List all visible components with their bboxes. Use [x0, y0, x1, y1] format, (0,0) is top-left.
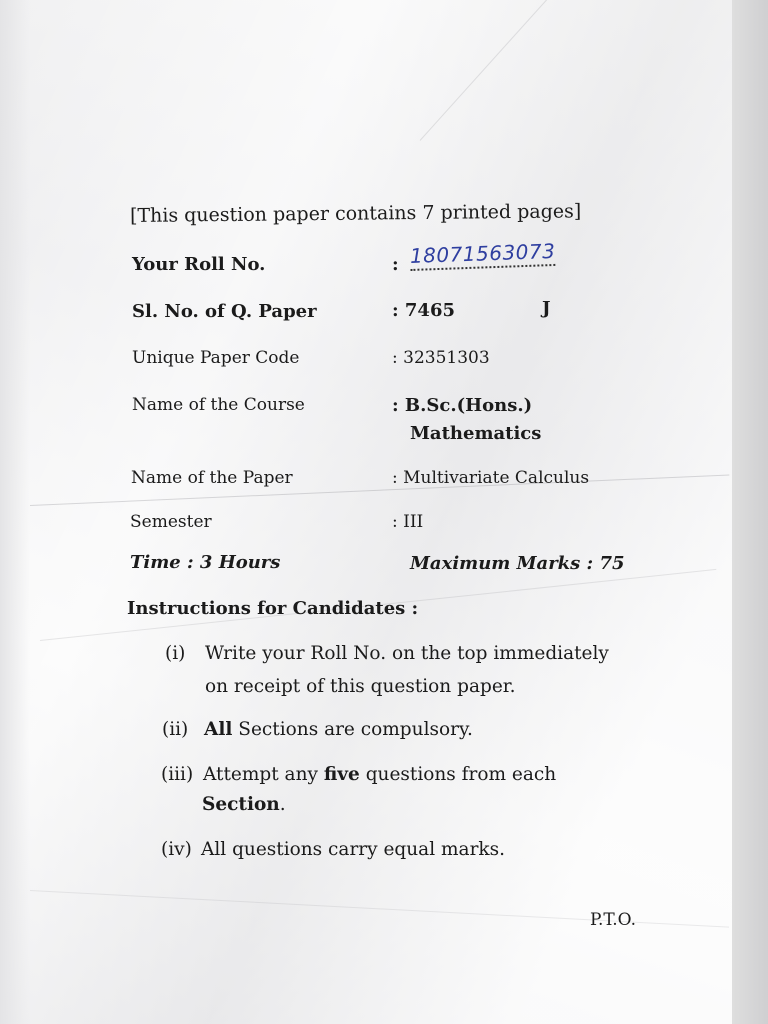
roll-no-colon: :: [392, 254, 399, 275]
paper-name-value: : Multivariate Calculus: [392, 468, 590, 488]
paper-name-label: Name of the Paper: [131, 468, 293, 488]
printed-pages-note: [This question paper contains 7 printed pages]: [129, 200, 582, 227]
instruction-number: (i): [165, 643, 186, 664]
instruction-bold-text: All: [204, 719, 233, 740]
maximum-marks: Maximum Marks : 75: [410, 553, 625, 574]
semester-value: : III: [392, 512, 424, 532]
instruction-item-1-line2: on receipt of this question paper.: [205, 676, 516, 697]
instruction-text: Write your Roll No. on the top immediately: [205, 643, 609, 664]
roll-no-handwritten: 18071563073: [410, 239, 556, 271]
instruction-item-1: [165, 638, 609, 670]
roll-no-label: Your Roll No.: [132, 254, 266, 275]
unique-paper-code-value: : 32351303: [392, 348, 490, 368]
instruction-text: Sections are compulsory.: [232, 719, 473, 740]
instruction-bold-text: Section: [202, 794, 280, 815]
unique-paper-code-label: Unique Paper Code: [132, 348, 300, 368]
instructions-title: Instructions for Candidates :: [127, 598, 419, 619]
sl-no-label: Sl. No. of Q. Paper: [132, 301, 317, 322]
instruction-item-3: [161, 759, 556, 791]
instruction-item-3-line2: [202, 789, 286, 821]
instruction-bold-text: five: [323, 764, 360, 785]
instruction-number: (iv): [161, 839, 192, 860]
sl-no-suffix: J: [542, 298, 551, 319]
instruction-number: (ii): [162, 719, 189, 740]
instruction-item-4: [161, 834, 505, 866]
instruction-text: All questions carry equal marks.: [201, 839, 505, 860]
instruction-text: .: [279, 794, 286, 815]
instruction-text: Attempt any: [203, 764, 324, 785]
course-name-value-line2: Mathematics: [410, 423, 542, 444]
sl-no-value: : 7465: [392, 300, 456, 321]
time-duration: Time : 3 Hours: [130, 552, 281, 573]
course-name-label: Name of the Course: [132, 395, 305, 415]
please-turn-over: P.T.O.: [590, 910, 636, 930]
instruction-item-2: [162, 714, 473, 746]
course-name-value-line1: : B.Sc.(Hons.): [392, 395, 533, 416]
semester-label: Semester: [130, 512, 212, 532]
instruction-text: questions from each: [359, 764, 557, 785]
instruction-number: (iii): [161, 764, 194, 785]
